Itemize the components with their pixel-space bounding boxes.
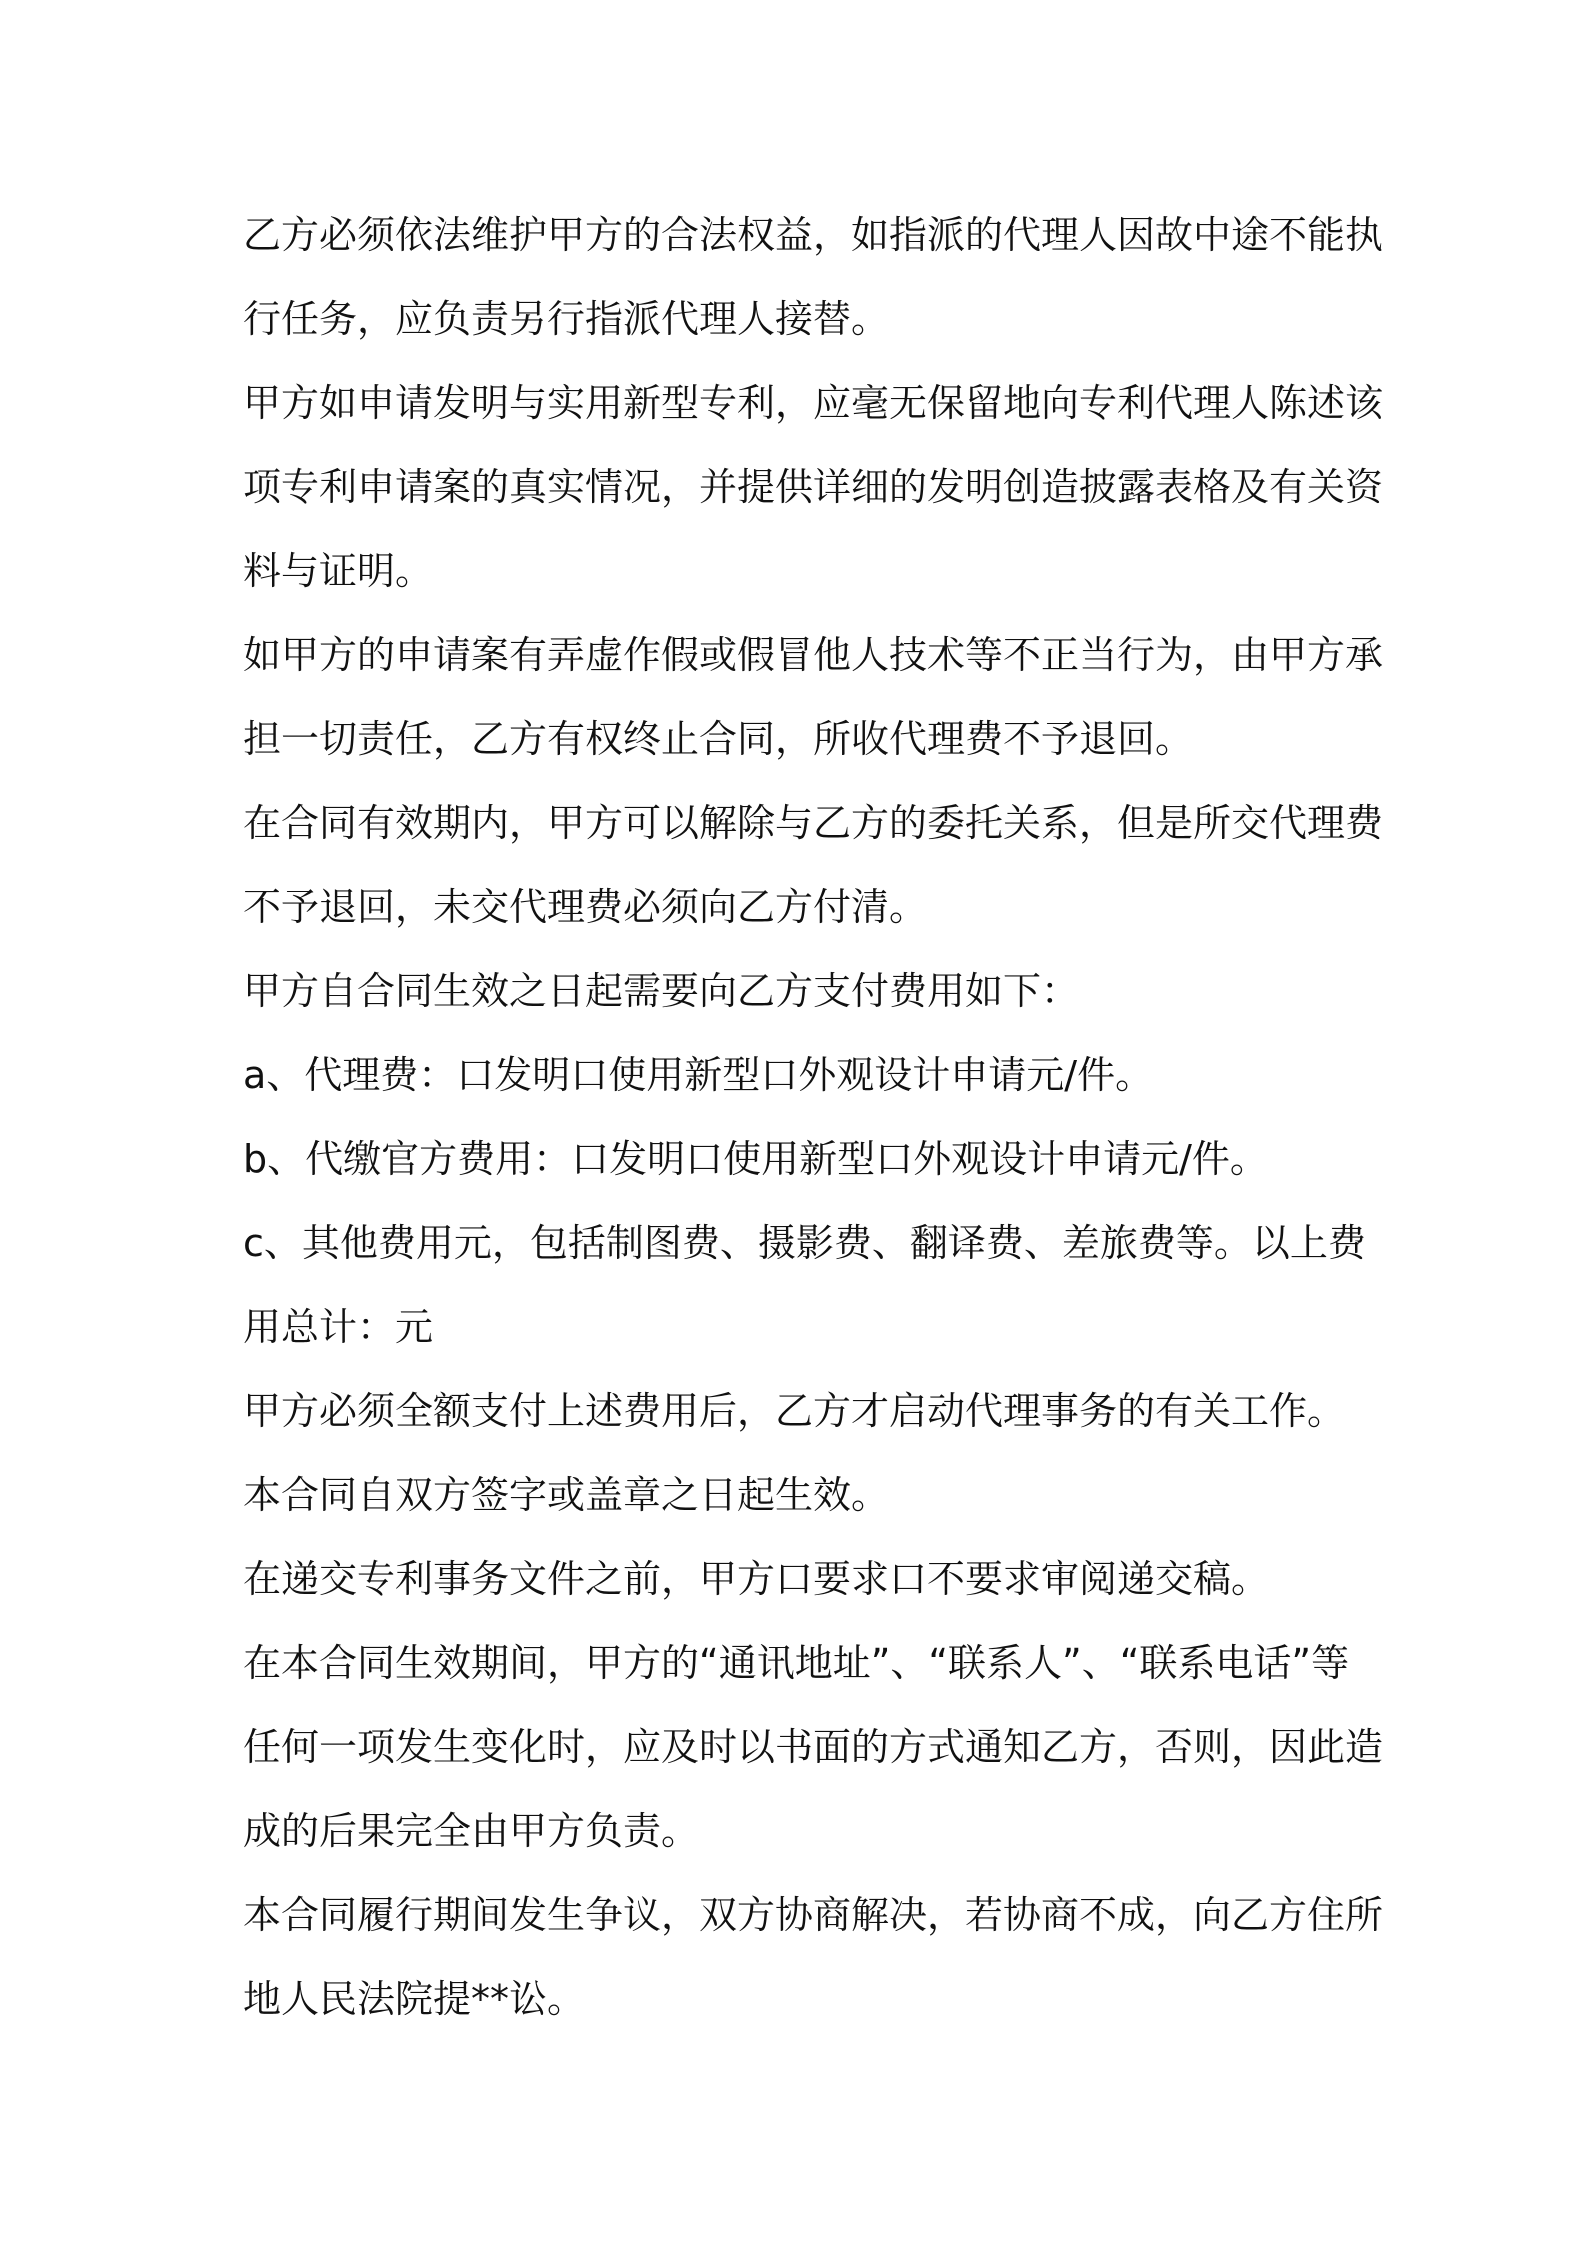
paragraph-1 [243, 193, 1384, 361]
text-line: 不予退回，未交代理费必须向乙方付清。 [243, 885, 928, 929]
paragraph-2 [243, 361, 1384, 613]
paragraph-13 [243, 1873, 1384, 2041]
text-line: 本合同履行期间发生争议，双方协商解决，若协商不成，向乙方住所 [243, 1893, 1384, 1937]
text-line: 用总计：元 [243, 1305, 434, 1349]
text-line: 如甲方的申请案有弄虚作假或假冒他人技术等不正当行为，由甲方承 [243, 633, 1384, 677]
document-body [243, 193, 1384, 2041]
text-line: 担一切责任，乙方有权终止合同，所收代理费不予退回。 [243, 717, 1194, 761]
text-line: 甲方必须全额支付上述费用后，乙方才启动代理事务的有关工作。 [243, 1389, 1346, 1433]
text-line: 行任务，应负责另行指派代理人接替。 [243, 297, 890, 341]
paragraph-5 [243, 949, 1353, 1033]
text-line: 项专利申请案的真实情况，并提供详细的发明创造披露表格及有关资 [243, 465, 1384, 509]
paragraph-9 [243, 1369, 1353, 1453]
text-line: b、代缴官方费用：口发明口使用新型口外观设计申请元/件。 [243, 1137, 1268, 1181]
paragraph-3 [243, 613, 1384, 781]
paragraph-6-fee-a [243, 1033, 1353, 1117]
text-line: 乙方必须依法维护甲方的合法权益，如指派的代理人因故中途不能执 [243, 213, 1384, 257]
text-line: 甲方自合同生效之日起需要向乙方支付费用如下： [243, 969, 1080, 1013]
paragraph-11 [243, 1537, 1353, 1621]
text-line: 在本合同生效期间，甲方的“通讯地址”、“联系人”、“联系电话”等 [243, 1641, 1350, 1685]
paragraph-10 [243, 1453, 1353, 1537]
text-line: 地人民法院提**讼。 [243, 1977, 586, 2021]
text-line: a、代理费：口发明口使用新型口外观设计申请元/件。 [243, 1053, 1154, 1097]
text-line: 成的后果完全由甲方负责。 [243, 1809, 700, 1853]
paragraph-12 [243, 1621, 1384, 1873]
text-line: 本合同自双方签字或盖章之日起生效。 [243, 1473, 890, 1517]
text-line: 任何一项发生变化时，应及时以书面的方式通知乙方，否则，因此造 [243, 1725, 1384, 1769]
paragraph-7-fee-b [243, 1117, 1353, 1201]
text-line: c、其他费用元，包括制图费、摄影费、翻译费、差旅费等。以上费 [243, 1221, 1366, 1265]
text-line: 甲方如申请发明与实用新型专利，应毫无保留地向专利代理人陈述该 [243, 381, 1384, 425]
paragraph-8-fee-c [243, 1201, 1366, 1369]
text-line: 在递交专利事务文件之前，甲方口要求口不要求审阅递交稿。 [243, 1557, 1270, 1601]
text-line: 料与证明。 [243, 549, 434, 593]
text-line: 在合同有效期内，甲方可以解除与乙方的委托关系，但是所交代理费 [243, 801, 1384, 845]
paragraph-4 [243, 781, 1384, 949]
